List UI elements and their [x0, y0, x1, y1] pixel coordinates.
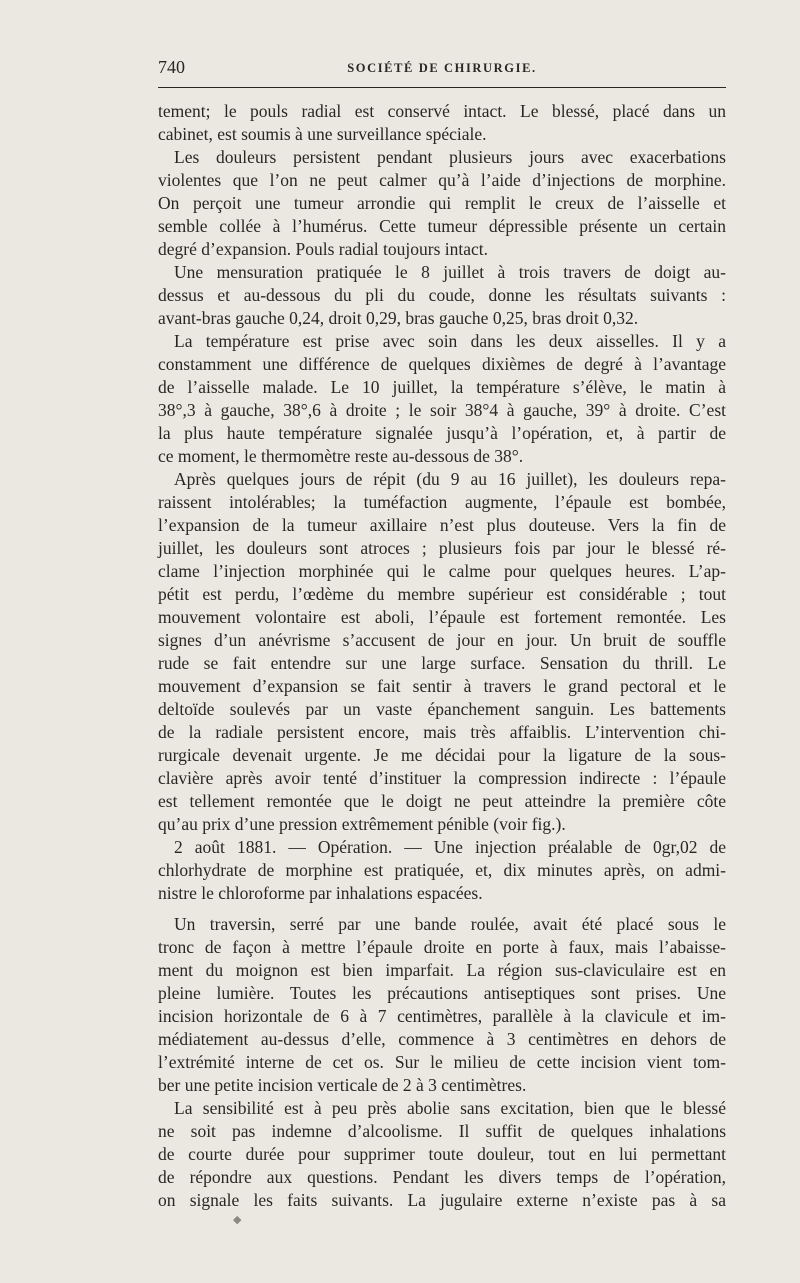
text-line: tronc de façon à mettre l’épaule droite en porte à faux, mais l’abaisse- [158, 937, 726, 957]
text-line: est tellement remontée que le doigt ne peut atteindre la première côte [158, 791, 726, 811]
running-head: SOCIÉTÉ DE CHIRURGIE. [347, 61, 537, 75]
text-line: ment du moignon est bien imparfait. La région sus-claviculaire est en [158, 960, 726, 980]
text-line: clavière après avoir tenté d’instituer la compression indirecte : l’épaule [158, 768, 726, 788]
text-line: clame l’injection morphinée qui le calme pour quelques heures. L’ap- [158, 561, 726, 581]
text-line: ber une petite incision verticale de 2 à 3 centimètres. [158, 1075, 527, 1095]
text-line: 38°,3 à gauche, 38°,6 à droite ; le soir 38°4 à gauche, 39° à droite. C’est [158, 400, 726, 420]
text-line: rude se fait entendre sur une large surface. Sensation du thrill. Le [158, 653, 726, 673]
text-line: juillet, les douleurs sont atroces ; plusieurs fois par jour le blessé ré- [158, 538, 726, 558]
header-rule [158, 87, 726, 88]
text-line: 2 août 1881. — Opération. — Une injection préalable de 0gr,02 de [174, 837, 726, 857]
text-line: de la radiale persistent encore, mais très affaiblis. L’intervention chi- [158, 722, 726, 742]
text-line: cabinet, est soumis à une surveillance spéciale. [158, 124, 487, 144]
page-number: 740 [158, 57, 185, 77]
text-line: deltoïde soulevés par un vaste épanchement sanguin. Les battements [158, 699, 726, 719]
page-header [158, 57, 726, 81]
text-line: tement; le pouls radial est conservé intact. Le blessé, placé dans un [158, 101, 726, 121]
text-line: médiatement au-dessus d’elle, commence à 3 centimètres en dehors de [158, 1029, 726, 1049]
text-line: rurgicale devenait urgente. Je me décidai pour la ligature de la sous- [158, 745, 726, 765]
text-line: de courte durée pour supprimer toute douleur, tout en lui permettant [158, 1144, 726, 1164]
text-line: chlorhydrate de morphine est pratiquée, et, dix minutes après, on admi- [158, 860, 726, 880]
text-line: pleine lumière. Toutes les précautions antiseptiques sont prises. Une [158, 983, 726, 1003]
text-line: raissent intolérables; la tuméfaction augmente, l’épaule est bombée, [158, 492, 726, 512]
paragraph-gap [158, 905, 726, 913]
text-line: avant-bras gauche 0,24, droit 0,29, bras gauche 0,25, bras droit 0,32. [158, 308, 639, 328]
text-line: Un traversin, serré par une bande roulée, avait été placé sous le [174, 914, 726, 934]
text-line: violentes que l’on ne peut calmer qu’à l’aide d’injections de morphine. [158, 170, 726, 190]
text-line: Les douleurs persistent pendant plusieurs jours avec exacerbations [174, 147, 726, 167]
text-line: mouvement volontaire est aboli, l’épaule est fortement remontée. Les [158, 607, 726, 627]
text-line: de répondre aux questions. Pendant les divers temps de l’opération, [158, 1167, 726, 1187]
text-line: La sensibilité est à peu près abolie sans excitation, bien que le blessé [174, 1098, 726, 1118]
text-line: semble collée à l’humérus. Cette tumeur dépressible présente un certain [158, 216, 726, 236]
text-line: l’expansion de la tumeur axillaire n’est plus douteuse. Vers la fin de [158, 515, 726, 535]
text-line: Une mensuration pratiquée le 8 juillet à trois travers de doigt au- [174, 262, 726, 282]
body-text [158, 100, 726, 1212]
text-line: signes d’un anévrisme s’accusent de jour en jour. Un bruit de souffle [158, 630, 726, 650]
text-line: nistre le chloroforme par inhalations espacées. [158, 883, 483, 903]
text-line: incision horizontale de 6 à 7 centimètres, parallèle à la clavicule et im- [158, 1006, 726, 1026]
text-line: qu’au prix d’une pression extrêmement pénible (voir fig.). [158, 814, 566, 834]
text-line: La température est prise avec soin dans les deux aisselles. Il y a [174, 331, 726, 351]
text-line: ce moment, le thermomètre reste au-dessous de 38°. [158, 446, 524, 466]
text-line: constamment une différence de quelques dixièmes de degré à l’avantage [158, 354, 726, 374]
ornament-mark: ◆ [233, 1214, 242, 1226]
text-line: de l’aisselle malade. Le 10 juillet, la température s’élève, le matin à [158, 377, 726, 397]
text-line: pétit est perdu, l’œdème du membre supérieur est considérable ; tout [158, 584, 726, 604]
text-line: ne soit pas indemne d’alcoolisme. Il suffit de quelques inhalations [158, 1121, 726, 1141]
text-line: On perçoit une tumeur arrondie qui remplit le creux de l’aisselle et [158, 193, 726, 213]
text-line: Après quelques jours de répit (du 9 au 16 juillet), les douleurs repa- [174, 469, 726, 489]
text-line: mouvement d’expansion se fait sentir à travers le grand pectoral et le [158, 676, 726, 696]
text-line: degré d’expansion. Pouls radial toujours intact. [158, 239, 488, 259]
text-line: la plus haute température signalée jusqu’à l’opération, et, à partir de [158, 423, 726, 443]
text-line: dessus et au-dessous du pli du coude, donne les résultats suivants : [158, 285, 726, 305]
text-line: on signale les faits suivants. La jugulaire externe n’existe pas à sa [158, 1190, 726, 1210]
text-line: l’extrémité interne de cet os. Sur le milieu de cette incision vient tom- [158, 1052, 726, 1072]
